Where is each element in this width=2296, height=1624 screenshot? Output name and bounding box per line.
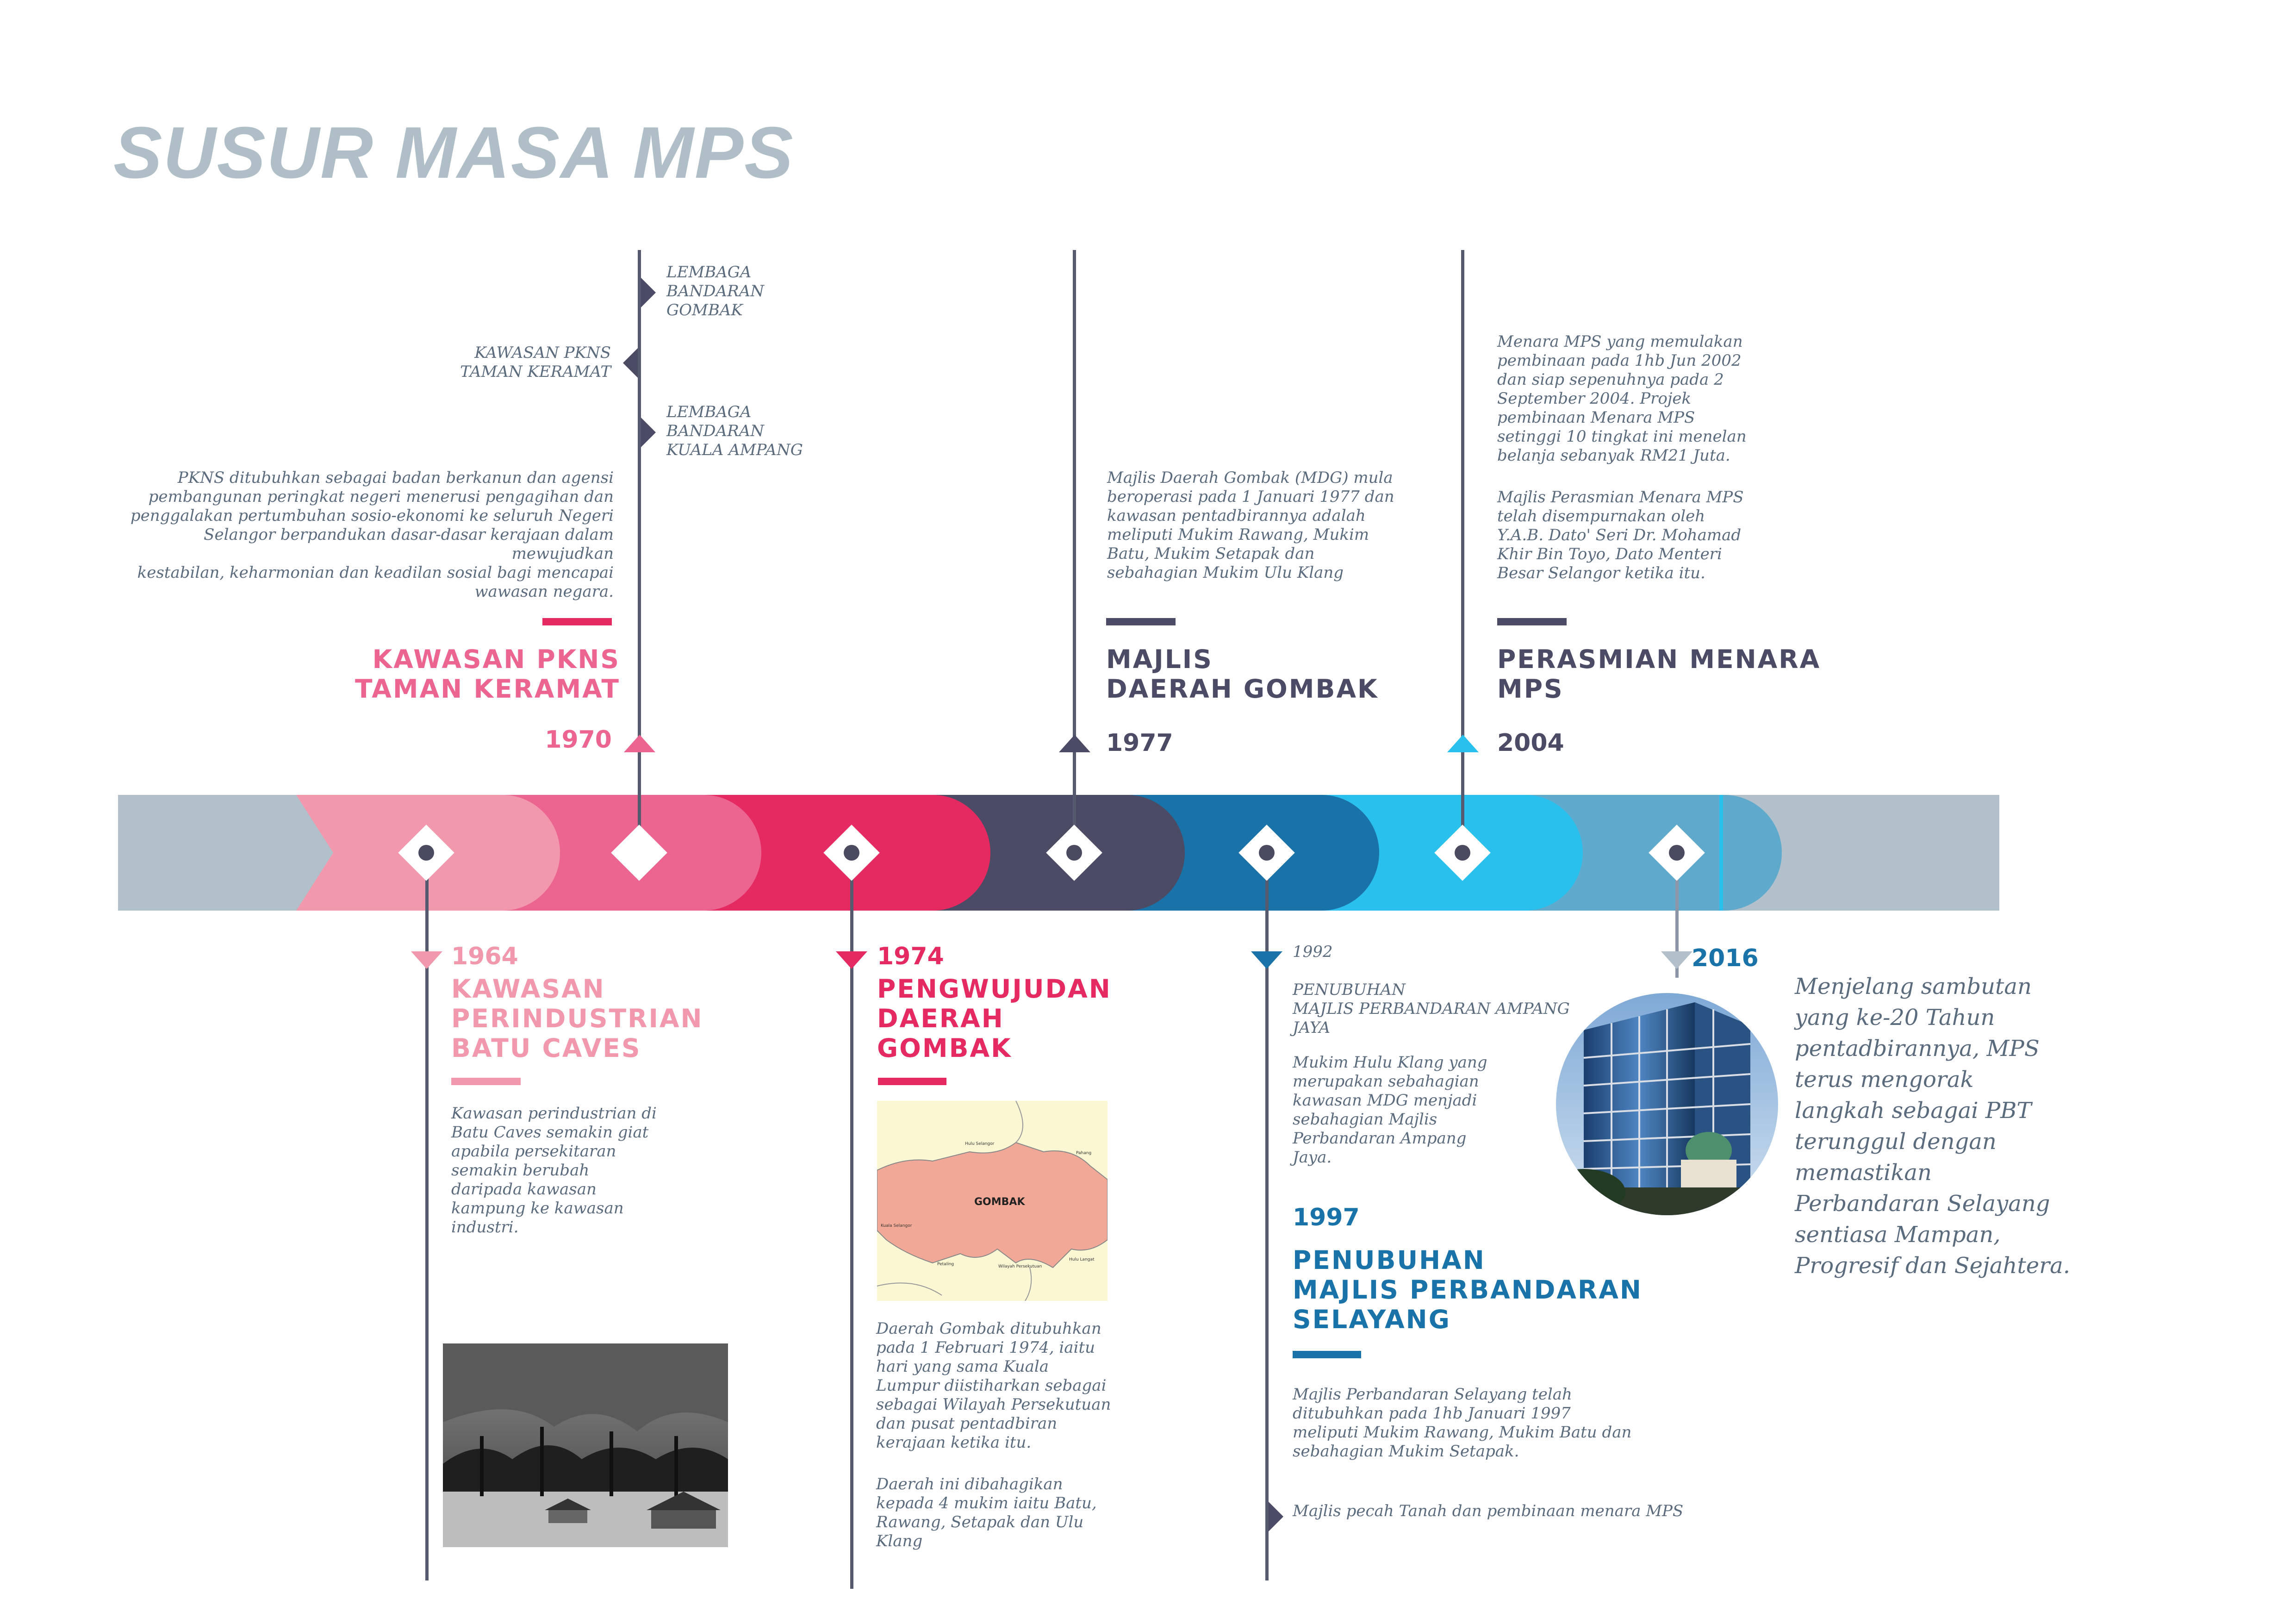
branch-left-arrow-icon (623, 348, 638, 378)
triangle-down-icon (1661, 951, 1692, 969)
line-2004 (1461, 250, 1464, 852)
event-1992-year: 1992 (1293, 943, 1333, 961)
menara-mps-photo (1556, 993, 1778, 1215)
branch-right-arrow-icon (1269, 1502, 1283, 1531)
triangle-up-icon (1447, 735, 1479, 752)
event-1974-accent-bar (878, 1078, 946, 1085)
event-1964-heading: KAWASAN PERINDUSTRIAN BATU CAVES (451, 974, 703, 1063)
triangle-down-icon (1251, 951, 1282, 969)
triangle-up-icon (1059, 735, 1090, 752)
map-place-1: Hulu Selangor (965, 1142, 995, 1146)
page-title: SUSUR MASA MPS (113, 112, 794, 194)
event-2004-heading: PERASMIAN MENARA MPS (1497, 644, 1821, 704)
batu-caves-photo (443, 1343, 728, 1547)
event-1974-heading: PENGWUJUDAN DAERAH GOMBAK (877, 974, 1112, 1063)
event-1997-year: 1997 (1293, 1204, 1360, 1231)
map-place-6: Hulu Langat (1069, 1257, 1095, 1262)
band-divider (1719, 795, 1723, 911)
event-1997-heading: PENUBUHAN MAJLIS PERBANDARAN SELAYANG (1293, 1245, 1643, 1334)
event-1977-heading: MAJLIS DAERAH GOMBAK (1106, 644, 1379, 704)
map-place-2: Pahang (1076, 1151, 1092, 1156)
event-1992-body: Mukim Hulu Klang yang merupakan sebahagian kawasan MDG menjadi sebahagian Majlis Perbandaran Ampang Jaya. (1293, 1053, 1487, 1167)
event-1970-year: 1970 (545, 726, 612, 754)
event-2004-body-1: Menara MPS yang memulakan pembinaan pada 1hb Jun 2002 dan siap sepenuhnya pada 2 September 2004. Projek pembinaan Menara MPS setinggi 10 tingkat ini menelan belanja sebanyak RM21 Juta. (1497, 332, 1747, 465)
map-place-3: Kuala Selangor (881, 1224, 912, 1228)
event-1964-accent-bar (451, 1078, 521, 1085)
map-place-4: Petaling (937, 1262, 954, 1267)
event-2004-year: 2004 (1497, 729, 1564, 757)
event-1974-year: 1974 (877, 943, 944, 970)
marker-dot-icon (1455, 845, 1470, 861)
branch-label-lembaga-kuala-ampang: LEMBAGA BANDARAN KUALA AMPANG (666, 403, 803, 459)
map-place-5: Wilayah Persekutuan (998, 1264, 1042, 1269)
branch-label-lembaga-gombak: LEMBAGA BANDARAN GOMBAK (666, 263, 765, 319)
event-1974-body-2: Daerah ini dibahagikan kepada 4 mukim iaitu Batu, Rawang, Setapak dan Ulu Klang (876, 1475, 1097, 1550)
marker-dot-icon (1669, 845, 1685, 861)
event-1997-accent-bar (1293, 1351, 1361, 1358)
marker-dot-icon (418, 845, 434, 861)
event-2016-year: 2016 (1692, 944, 1759, 972)
line-1977 (1073, 250, 1076, 852)
marker-dot-icon (1259, 845, 1275, 861)
map-label-gombak: GOMBAK (974, 1196, 1025, 1208)
event-1997-note: Majlis pecah Tanah dan pembinaan menara MPS (1293, 1502, 1684, 1520)
marker-dot-icon (844, 845, 859, 861)
branch-right-arrow-icon (641, 278, 656, 307)
marker-dot-icon (1066, 845, 1082, 861)
event-1977-accent-bar (1106, 618, 1176, 625)
event-1974-body-1: Daerah Gombak ditubuhkan pada 1 Februari 1974, iaitu hari yang sama Kuala Lumpur diistiharkan sebagai sebagai Wilayah Persekutuan dan pusat pentadbiran kerajaan ketika itu. (876, 1319, 1111, 1452)
event-1970-heading: KAWASAN PKNS TAMAN KERAMAT (355, 644, 620, 704)
event-1964-body: Kawasan perindustrian di Batu Caves semakin giat apabila persekitaran semakin berubah daripada kawasan kampung ke kawasan industri. (451, 1104, 657, 1237)
event-2004-body-2: Majlis Perasmian Menara MPS telah disempurnakan oleh Y.A.B. Dato' Seri Dr. Mohamad Khir Bin Toyo, Dato Menteri Besar Selangor ketika itu. (1497, 488, 1744, 582)
branch-label-pkns: KAWASAN PKNS TAMAN KERAMAT (460, 344, 611, 381)
event-1970-accent-bar (542, 618, 612, 625)
event-1964-year: 1964 (451, 943, 518, 970)
event-2004-accent-bar (1497, 618, 1567, 625)
branch-right-arrow-icon (641, 418, 656, 447)
line-1970 (638, 250, 641, 861)
event-1997-body: Majlis Perbandaran Selayang telah ditubuhkan pada 1hb Januari 1997 meliputi Mukim Rawang, Mukim Batu dan sebahagian Mukim Setapak. (1293, 1385, 1632, 1461)
event-2016-body: Menjelang sambutan yang ke-20 Tahun pentadbirannya, MPS terus mengorak langkah sebagai PBT terunggul dengan memastikan Perbandaran Selayang sentiasa Mampan, Progresif dan Sejahtera. (1795, 974, 2070, 1279)
event-1992-subheading: PENUBUHAN MAJLIS PERBANDARAN AMPANG JAYA (1293, 981, 1570, 1037)
gombak-map (877, 1101, 1108, 1301)
event-1970-body: PKNS ditubuhkan sebagai badan berkanun dan agensi pembangunan peringkat negeri menerusi pengagihan dan penggalakan pertumbuhan sosio-ekonomi ke seluruh Negeri Selangor berpandukan dasar-dasar kerajaan dalam mewujudkan kestabilan, keharmonian dan keadilan sosial bagi mencapai wawasan negara. (130, 468, 614, 601)
triangle-down-icon (836, 951, 867, 969)
triangle-up-icon (624, 735, 655, 752)
triangle-down-icon (411, 951, 442, 969)
event-1977-year: 1977 (1106, 729, 1173, 757)
event-1977-body: Majlis Daerah Gombak (MDG) mula beroperasi pada 1 Januari 1977 dan kawasan pentadbirannya adalah meliputi Mukim Rawang, Mukim Batu, Mukim Setapak dan sebahagian Mukim Ulu Klang (1107, 468, 1394, 582)
